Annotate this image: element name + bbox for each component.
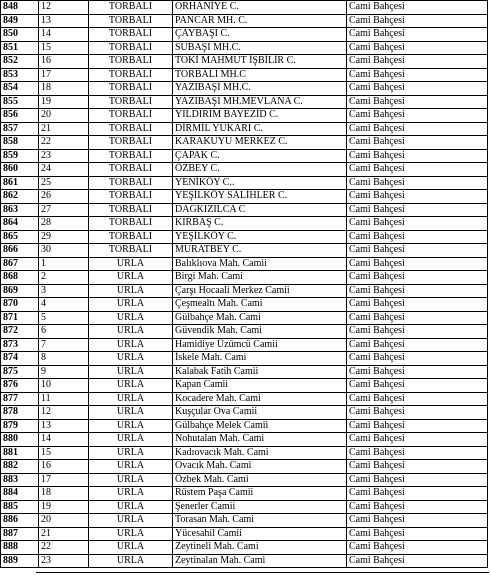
table-row <box>1 203 488 217</box>
site-type-cell: Cami Bahçesi <box>347 68 488 82</box>
table-row <box>1 406 488 420</box>
district-cell: TORBALI <box>89 1 173 15</box>
table-row <box>1 271 488 285</box>
table-row <box>1 419 488 433</box>
table-row <box>1 14 488 28</box>
site-type-cell: Cami Bahçesi <box>347 311 488 325</box>
row-number-cell: 855 <box>1 95 39 109</box>
table-row <box>1 487 488 501</box>
district-index-cell: 18 <box>39 487 89 501</box>
location-name-cell: SUBAŞI MH.C. <box>173 41 347 55</box>
location-name-cell: Ovacık Mah. Cami <box>173 460 347 474</box>
row-number-cell: 874 <box>1 352 39 366</box>
row-number-cell: 868 <box>1 271 39 285</box>
site-type-cell: Cami Bahçesi <box>347 257 488 271</box>
district-cell: URLA <box>89 514 173 528</box>
location-name-cell: YENİKÖY C.. <box>173 176 347 190</box>
district-index-cell: 15 <box>39 41 89 55</box>
site-type-cell: Cami Bahçesi <box>347 217 488 231</box>
row-number-cell: 863 <box>1 203 39 217</box>
district-cell: URLA <box>89 338 173 352</box>
location-name-cell: ORHANİYE C. <box>173 1 347 15</box>
row-number-cell: 880 <box>1 433 39 447</box>
table-row <box>1 554 488 568</box>
location-name-cell: Kapan Camii <box>173 379 347 393</box>
district-index-cell: 20 <box>39 109 89 123</box>
site-type-cell: Cami Bahçesi <box>347 109 488 123</box>
location-name-cell: YILDIRIM BAYEZİD C. <box>173 109 347 123</box>
district-index-cell: 17 <box>39 473 89 487</box>
district-cell: TORBALI <box>89 109 173 123</box>
site-type-cell: Cami Bahçesi <box>347 230 488 244</box>
district-cell: URLA <box>89 284 173 298</box>
table-row <box>1 190 488 204</box>
site-type-cell: Cami Bahçesi <box>347 527 488 541</box>
district-cell: TORBALI <box>89 163 173 177</box>
location-name-cell: Gülbahçe Mah. Cami <box>173 311 347 325</box>
row-number-cell: 886 <box>1 514 39 528</box>
row-number-cell: 867 <box>1 257 39 271</box>
site-type-cell: Cami Bahçesi <box>347 338 488 352</box>
table-row <box>1 28 488 42</box>
table-row <box>1 541 488 555</box>
location-name-cell: Hamidiye Üzümcü Camii <box>173 338 347 352</box>
district-cell: TORBALI <box>89 68 173 82</box>
district-cell: URLA <box>89 365 173 379</box>
district-cell: TORBALI <box>89 82 173 96</box>
location-name-cell: Kalabak Fatih Camii <box>173 365 347 379</box>
row-number-cell: 859 <box>1 149 39 163</box>
table-row <box>1 392 488 406</box>
district-cell: URLA <box>89 352 173 366</box>
location-name-cell: DAĞKIZILCA C <box>173 203 347 217</box>
row-number-cell: 861 <box>1 176 39 190</box>
location-name-cell: Güvendik Mah. Cami <box>173 325 347 339</box>
row-number-cell: 849 <box>1 14 39 28</box>
site-type-cell: Cami Bahçesi <box>347 284 488 298</box>
district-cell: TORBALI <box>89 136 173 150</box>
district-cell: TORBALI <box>89 14 173 28</box>
district-cell: URLA <box>89 271 173 285</box>
location-name-cell: TOKİ MAHMUT İŞBİLİR C. <box>173 55 347 69</box>
district-index-cell: 25 <box>39 176 89 190</box>
location-name-cell: ÖZBEY C. <box>173 163 347 177</box>
row-number-cell: 857 <box>1 122 39 136</box>
district-index-cell: 11 <box>39 392 89 406</box>
district-index-cell: 10 <box>39 379 89 393</box>
district-index-cell: 5 <box>39 311 89 325</box>
site-type-cell: Cami Bahçesi <box>347 460 488 474</box>
row-number-cell: 864 <box>1 217 39 231</box>
row-number-cell: 879 <box>1 419 39 433</box>
site-type-cell: Cami Bahçesi <box>347 392 488 406</box>
district-index-cell: 19 <box>39 95 89 109</box>
district-cell: URLA <box>89 433 173 447</box>
district-index-cell: 8 <box>39 352 89 366</box>
district-cell: TORBALI <box>89 95 173 109</box>
site-type-cell: Cami Bahçesi <box>347 163 488 177</box>
site-type-cell: Cami Bahçesi <box>347 541 488 555</box>
district-index-cell: 2 <box>39 271 89 285</box>
district-index-cell: 15 <box>39 446 89 460</box>
row-number-cell: 848 <box>1 1 39 15</box>
table-row <box>1 68 488 82</box>
table-row <box>1 460 488 474</box>
row-number-cell: 889 <box>1 554 39 568</box>
site-type-cell: Cami Bahçesi <box>347 190 488 204</box>
location-name-cell: YAZIBAŞI MH.C. <box>173 82 347 96</box>
district-index-cell: 6 <box>39 325 89 339</box>
location-name-cell: YAZIBAŞI MH.MEVLANA C. <box>173 95 347 109</box>
table-row <box>1 136 488 150</box>
site-type-cell: Cami Bahçesi <box>347 473 488 487</box>
location-name-cell: YEŞİLKÖY SALİHLER C. <box>173 190 347 204</box>
district-index-cell: 21 <box>39 527 89 541</box>
district-cell: URLA <box>89 554 173 568</box>
location-name-cell: Zeytineli Mah. Cami <box>173 541 347 555</box>
row-number-cell: 869 <box>1 284 39 298</box>
site-type-cell: Cami Bahçesi <box>347 28 488 42</box>
location-name-cell: Nohutalan Mah. Cami <box>173 433 347 447</box>
site-type-cell: Cami Bahçesi <box>347 379 488 393</box>
district-index-cell: 14 <box>39 433 89 447</box>
table-row <box>1 298 488 312</box>
site-type-cell: Cami Bahçesi <box>347 500 488 514</box>
row-number-cell: 870 <box>1 298 39 312</box>
row-number-cell: 888 <box>1 541 39 555</box>
location-name-cell: İskele Mah. Cami <box>173 352 347 366</box>
row-number-cell: 882 <box>1 460 39 474</box>
location-name-cell: Yücesahil Camii <box>173 527 347 541</box>
table-row <box>1 473 488 487</box>
location-name-cell: Özbek Mah. Cami <box>173 473 347 487</box>
district-cell: URLA <box>89 311 173 325</box>
table-row <box>1 311 488 325</box>
table-row <box>1 122 488 136</box>
location-name-cell: ÇAYBAŞI C. <box>173 28 347 42</box>
district-index-cell: 12 <box>39 1 89 15</box>
row-number-cell: 854 <box>1 82 39 96</box>
district-cell: TORBALI <box>89 122 173 136</box>
table-row <box>1 325 488 339</box>
table-row <box>1 257 488 271</box>
row-number-cell: 851 <box>1 41 39 55</box>
table-row <box>1 379 488 393</box>
row-number-cell: 871 <box>1 311 39 325</box>
table-row <box>1 365 488 379</box>
district-index-cell: 28 <box>39 217 89 231</box>
table-row <box>1 149 488 163</box>
table-row <box>1 95 488 109</box>
table-row <box>1 514 488 528</box>
site-type-cell: Cami Bahçesi <box>347 514 488 528</box>
district-cell: URLA <box>89 541 173 555</box>
district-index-cell: 16 <box>39 55 89 69</box>
site-type-cell: Cami Bahçesi <box>347 1 488 15</box>
site-type-cell: Cami Bahçesi <box>347 325 488 339</box>
site-type-cell: Cami Bahçesi <box>347 419 488 433</box>
location-name-cell: Çeşmealtı Mah. Cami <box>173 298 347 312</box>
table-row <box>1 446 488 460</box>
district-index-cell: 18 <box>39 82 89 96</box>
district-index-cell: 9 <box>39 365 89 379</box>
district-cell: URLA <box>89 473 173 487</box>
row-number-cell: 881 <box>1 446 39 460</box>
location-name-cell: KARAKUYU MERKEZ C. <box>173 136 347 150</box>
district-index-cell: 30 <box>39 244 89 258</box>
row-number-cell: 884 <box>1 487 39 501</box>
table-row <box>1 41 488 55</box>
district-index-cell: 21 <box>39 122 89 136</box>
district-cell: TORBALI <box>89 55 173 69</box>
row-number-cell: 875 <box>1 365 39 379</box>
row-number-cell: 872 <box>1 325 39 339</box>
site-type-cell: Cami Bahçesi <box>347 554 488 568</box>
table-row <box>1 217 488 231</box>
location-name-cell: Rüstem Paşa Camii <box>173 487 347 501</box>
location-name-cell: ÇAPAK C. <box>173 149 347 163</box>
table-row <box>1 338 488 352</box>
district-index-cell: 19 <box>39 500 89 514</box>
location-name-cell: KIRBAŞ C. <box>173 217 347 231</box>
district-cell: TORBALI <box>89 203 173 217</box>
row-number-cell: 865 <box>1 230 39 244</box>
district-cell: TORBALI <box>89 149 173 163</box>
row-number-cell: 877 <box>1 392 39 406</box>
location-name-cell: Çarşı Hocaali Merkez Camii <box>173 284 347 298</box>
district-index-cell: 3 <box>39 284 89 298</box>
district-index-cell: 4 <box>39 298 89 312</box>
district-cell: URLA <box>89 500 173 514</box>
district-index-cell: 26 <box>39 190 89 204</box>
district-cell: URLA <box>89 257 173 271</box>
district-cell: TORBALI <box>89 244 173 258</box>
location-name-cell: Şenerler Camii <box>173 500 347 514</box>
row-number-cell: 860 <box>1 163 39 177</box>
table-row <box>1 109 488 123</box>
location-name-cell: Zeytinalan Mah. Cami <box>173 554 347 568</box>
district-cell: URLA <box>89 419 173 433</box>
site-type-cell: Cami Bahçesi <box>347 433 488 447</box>
site-type-cell: Cami Bahçesi <box>347 14 488 28</box>
district-cell: URLA <box>89 446 173 460</box>
table-row <box>1 55 488 69</box>
district-cell: TORBALI <box>89 230 173 244</box>
district-cell: URLA <box>89 392 173 406</box>
district-index-cell: 14 <box>39 28 89 42</box>
location-name-cell: Birgi Mah. Cami <box>173 271 347 285</box>
district-index-cell: 20 <box>39 514 89 528</box>
district-index-cell: 16 <box>39 460 89 474</box>
district-cell: TORBALI <box>89 28 173 42</box>
district-index-cell: 27 <box>39 203 89 217</box>
row-number-cell: 873 <box>1 338 39 352</box>
district-cell: URLA <box>89 460 173 474</box>
district-index-cell: 13 <box>39 419 89 433</box>
table-body <box>1 1 488 568</box>
site-type-cell: Cami Bahçesi <box>347 82 488 96</box>
district-index-cell: 23 <box>39 554 89 568</box>
location-name-cell: Kadıovacık Mah. Cami <box>173 446 347 460</box>
district-cell: URLA <box>89 487 173 501</box>
district-index-cell: 1 <box>39 257 89 271</box>
district-cell: TORBALI <box>89 190 173 204</box>
location-name-cell: MURATBEY C. <box>173 244 347 258</box>
row-number-cell: 878 <box>1 406 39 420</box>
district-cell: URLA <box>89 406 173 420</box>
table-row <box>1 284 488 298</box>
site-type-cell: Cami Bahçesi <box>347 136 488 150</box>
site-type-cell: Cami Bahçesi <box>347 271 488 285</box>
district-index-cell: 22 <box>39 136 89 150</box>
site-type-cell: Cami Bahçesi <box>347 55 488 69</box>
location-name-cell: TORBALI MH.C <box>173 68 347 82</box>
table-row <box>1 500 488 514</box>
table-row <box>1 433 488 447</box>
site-type-cell: Cami Bahçesi <box>347 406 488 420</box>
site-type-cell: Cami Bahçesi <box>347 487 488 501</box>
site-type-cell: Cami Bahçesi <box>347 95 488 109</box>
district-cell: URLA <box>89 298 173 312</box>
table-row <box>1 527 488 541</box>
district-index-cell: 17 <box>39 68 89 82</box>
table-row <box>1 176 488 190</box>
row-number-cell: 862 <box>1 190 39 204</box>
row-number-cell: 853 <box>1 68 39 82</box>
location-name-cell: Torasan Mah. Cami <box>173 514 347 528</box>
district-index-cell: 22 <box>39 541 89 555</box>
table-bottom-rule <box>36 572 489 573</box>
row-number-cell: 883 <box>1 473 39 487</box>
location-name-cell: Kuşçular Ova Camii <box>173 406 347 420</box>
site-type-cell: Cami Bahçesi <box>347 365 488 379</box>
site-type-cell: Cami Bahçesi <box>347 149 488 163</box>
table-row <box>1 1 488 15</box>
table-row <box>1 352 488 366</box>
table-row <box>1 244 488 258</box>
district-cell: TORBALI <box>89 217 173 231</box>
district-index-cell: 23 <box>39 149 89 163</box>
row-number-cell: 858 <box>1 136 39 150</box>
row-number-cell: 876 <box>1 379 39 393</box>
site-type-cell: Cami Bahçesi <box>347 122 488 136</box>
table-row <box>1 82 488 96</box>
district-cell: URLA <box>89 325 173 339</box>
location-name-cell: Kocadere Mah. Cami <box>173 392 347 406</box>
location-name-cell: Gülbahçe Melek Camii <box>173 419 347 433</box>
district-index-cell: 29 <box>39 230 89 244</box>
site-type-cell: Cami Bahçesi <box>347 41 488 55</box>
site-type-cell: Cami Bahçesi <box>347 446 488 460</box>
district-index-cell: 13 <box>39 14 89 28</box>
district-cell: URLA <box>89 379 173 393</box>
district-cell: URLA <box>89 527 173 541</box>
row-number-cell: 850 <box>1 28 39 42</box>
location-name-cell: Balıklıova Mah. Camii <box>173 257 347 271</box>
location-name-cell: DİRMİL YUKARI C. <box>173 122 347 136</box>
site-type-cell: Cami Bahçesi <box>347 176 488 190</box>
district-cell: TORBALI <box>89 176 173 190</box>
district-index-cell: 24 <box>39 163 89 177</box>
row-number-cell: 887 <box>1 527 39 541</box>
site-type-cell: Cami Bahçesi <box>347 298 488 312</box>
row-number-cell: 885 <box>1 500 39 514</box>
location-name-cell: YEŞİLKÖY C. <box>173 230 347 244</box>
site-type-cell: Cami Bahçesi <box>347 352 488 366</box>
row-number-cell: 852 <box>1 55 39 69</box>
row-number-cell: 856 <box>1 109 39 123</box>
row-number-cell: 866 <box>1 244 39 258</box>
district-cell: TORBALI <box>89 41 173 55</box>
district-index-cell: 12 <box>39 406 89 420</box>
location-name-cell: PANCAR MH. C. <box>173 14 347 28</box>
site-type-cell: Cami Bahçesi <box>347 244 488 258</box>
table-row <box>1 230 488 244</box>
table-row <box>1 163 488 177</box>
site-type-cell: Cami Bahçesi <box>347 203 488 217</box>
district-index-cell: 7 <box>39 338 89 352</box>
